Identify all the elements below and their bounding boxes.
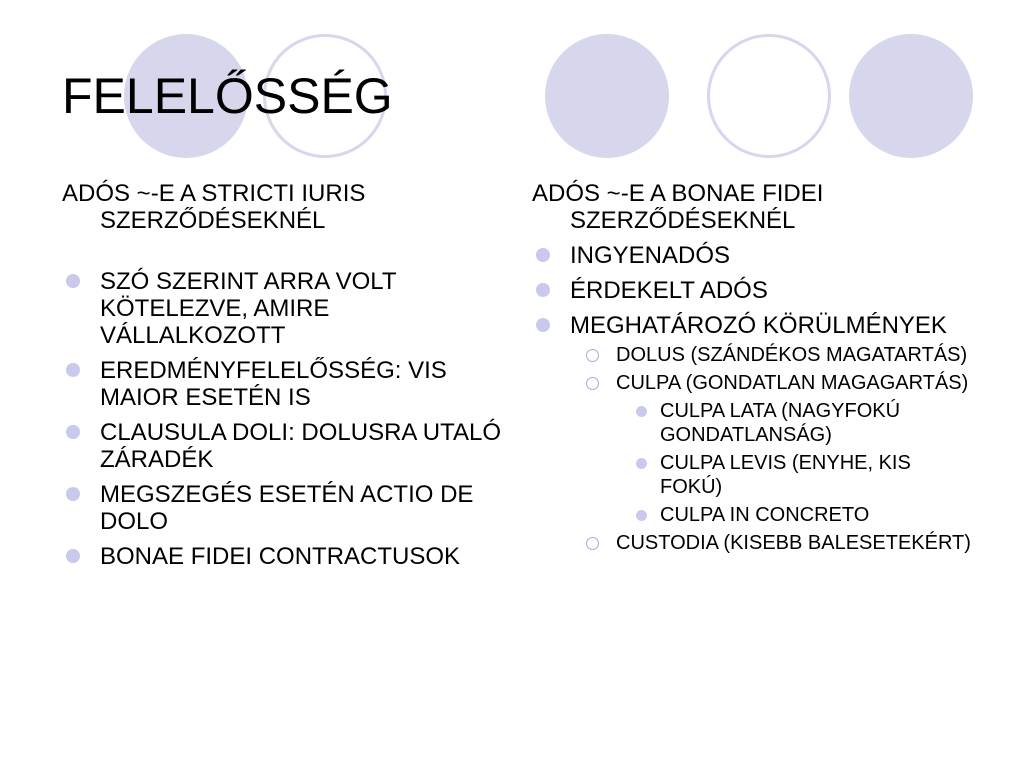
bullet-dot-icon	[66, 549, 80, 563]
bullet-text: CLAUSULA DOLI: DOLUSRA UTALÓ ZÁRADÉK	[100, 419, 502, 473]
bullet-text: SZÓ SZERINT ARRA VOLT KÖTELEZVE, AMIRE VÁLLALKOZOTT	[100, 268, 397, 349]
bullet-dot-icon	[536, 283, 550, 297]
bullet-item	[532, 312, 972, 339]
sub-bullet-item	[532, 531, 972, 555]
subsub-bullet-item	[532, 399, 972, 447]
sub-bullet-item	[532, 371, 972, 395]
decorative-circle-filled	[545, 34, 669, 158]
subsub-bullet-text: CULPA LEVIS (ENYHE, KIS FOKÚ)	[660, 452, 911, 498]
subsub-bullet-item	[532, 503, 972, 527]
subsub-bullet-item	[532, 451, 972, 499]
bullet-dot-icon	[66, 425, 80, 439]
right-column	[532, 180, 972, 559]
bullet-item	[62, 419, 502, 473]
bullet-item	[62, 481, 502, 535]
sub-bullet-text: CUSTODIA (KISEBB BALESETEKÉRT)	[616, 532, 971, 554]
decorative-circle-ring	[707, 34, 831, 158]
subsub-bullet-text: CULPA IN CONCRETO	[660, 504, 870, 526]
bullet-dot-icon	[66, 274, 80, 288]
bullet-dot-icon	[636, 458, 647, 469]
bullet-text: BONAE FIDEI CONTRACTUSOK	[100, 543, 461, 570]
bullet-dot-icon	[636, 406, 647, 417]
left-heading: ADÓS ~-E A STRICTI IURIS SZERZŐDÉSEKNÉL	[62, 180, 366, 234]
subsub-bullet-text: CULPA LATA (NAGYFOKÚ GONDATLANSÁG)	[660, 400, 901, 446]
bullet-text: INGYENADÓS	[570, 242, 731, 269]
bullet-text: MEGHATÁROZÓ KÖRÜLMÉNYEK	[570, 312, 947, 339]
bullet-item	[532, 242, 972, 269]
ring-bullet-icon	[586, 349, 599, 362]
sub-bullet-text: DOLUS (SZÁNDÉKOS MAGATARTÁS)	[616, 344, 968, 366]
bullet-text: MEGSZEGÉS ESETÉN ACTIO DE DOLO	[100, 481, 474, 535]
left-column	[62, 180, 502, 578]
sub-bullet-text: CULPA (GONDATLAN MAGAGARTÁS)	[616, 372, 969, 394]
decorative-circle-filled	[849, 34, 973, 158]
bullet-dot-icon	[636, 510, 647, 521]
bullet-item	[62, 357, 502, 411]
ring-bullet-icon	[586, 377, 599, 390]
bullet-item	[62, 268, 502, 349]
bullet-text: EREDMÉNYFELELŐSSÉG: VIS MAIOR ESETÉN IS	[100, 357, 447, 411]
sub-bullet-item	[532, 343, 972, 367]
bullet-dot-icon	[66, 487, 80, 501]
bullet-dot-icon	[66, 363, 80, 377]
bullet-text: ÉRDEKELT ADÓS	[570, 277, 768, 304]
bullet-dot-icon	[536, 248, 550, 262]
bullet-item	[62, 543, 502, 570]
right-heading: ADÓS ~-E A BONAE FIDEI SZERZŐDÉSEKNÉL	[532, 180, 824, 234]
bullet-item	[532, 277, 972, 304]
ring-bullet-icon	[586, 537, 599, 550]
slide-title: FELELŐSSÉG	[62, 68, 393, 124]
bullet-dot-icon	[536, 318, 550, 332]
